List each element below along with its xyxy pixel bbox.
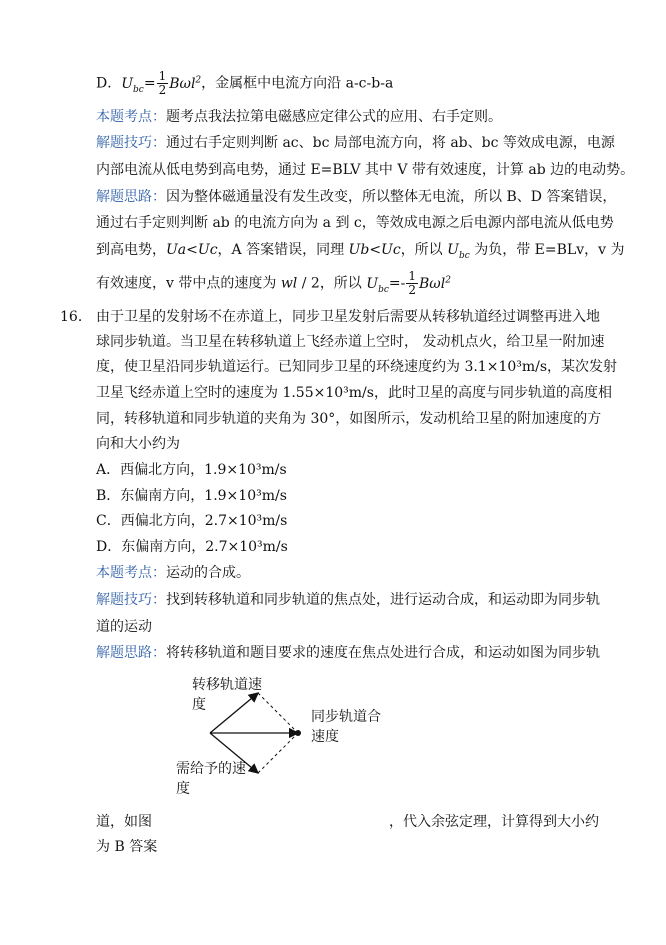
sl1-text-b: 通过右手定则判断 ab 的电流方向为 a 到 c，等效成电源之后电源内部电流从低电势 [96, 215, 614, 231]
sl2-label: 解题思路： [96, 645, 166, 661]
sl2-text-b1: 道，如图 [96, 814, 152, 830]
dashed-top [258, 693, 298, 733]
kd2-label: 本题考点： [96, 565, 166, 581]
label-need-1: 需给予的速 [176, 761, 246, 777]
option-c: C．西偏北方向，2.7×10³m/s [96, 513, 288, 529]
transfer-velocity-vector [210, 693, 258, 733]
formula-bwl2: Bωl$^2$ [169, 75, 202, 92]
sl1-line-b [96, 213, 614, 233]
sl1-line-d: 有效速度，v 带中点的速度为 wl / 2，所以 $U_{bc}=-$ $\frac{1}{2}$ Bωl$^2$ [96, 269, 451, 298]
kd2-line [96, 563, 250, 583]
sl1-text-d2: ，所以 [319, 275, 367, 292]
formula-ubc-3: $U_{bc}$ [366, 275, 389, 295]
sl2-line-a [96, 643, 600, 663]
label-transfer-2: 度 [192, 697, 206, 713]
jq2-text-a: 找到转移轨道和同步轨道的焦点处，进行运动合成，和运动即为同步轨 [166, 592, 600, 608]
kd1-label: 本题考点： [96, 109, 166, 125]
formula-wl-half: wl [280, 275, 298, 292]
jq1-label: 解题技巧： [96, 135, 166, 151]
jq2-line-b [96, 617, 152, 637]
sl2-line-b [96, 812, 599, 832]
question-stem-5: 向和大小约为 [96, 436, 180, 452]
option-d-suffix: ，金属框中电流方向沿 a-c-b-a [201, 75, 394, 92]
kd1-text: 题考点我法拉第电磁感应定律公式的应用、右手定则。 [166, 109, 502, 125]
sl2-text-a: 将转移轨道和题目要求的速度在焦点处进行合成，和运动如图为同步轨 [166, 645, 600, 661]
velocity-diagram [170, 670, 420, 810]
jq1-text-a: 通过右手定则判断 ac、bc 局部电流方向，将 ab、bc 等效成电源，电源 [166, 135, 615, 151]
sl1-label: 解题思路： [96, 189, 166, 205]
sl1-text-c3: ，所以 [400, 242, 448, 258]
formula-ubc: $U_{bc}$ [121, 75, 144, 95]
dashed-bottom [258, 733, 298, 773]
jq1-line-b [96, 160, 634, 180]
option-d-line: D．$U_{bc}=$ $\frac{1}{2}$ Bωl$^2$，金属框中电流方向沿 a-c-b-a [96, 69, 394, 98]
question-stem-1: 球同步轨道。当卫星在转移轨道上飞经赤道上空时， 发动机点火，给卫星一附加速 [96, 334, 605, 350]
label-transfer-1: 转移轨道速 [192, 677, 262, 693]
option-d-prefix: D． [96, 75, 122, 92]
sl1-text-c4: 为负，带 E=BLv，v 为 [469, 242, 625, 258]
question-number: 16． [60, 309, 92, 325]
option-a: A．西偏北方向，1.9×10³m/s [96, 462, 287, 478]
jq1-line-a [96, 133, 615, 153]
option-d: D．东偏南方向，2.7×10³m/s [96, 539, 288, 555]
formula-bwl2-2: Bωl$^2$ [419, 275, 451, 292]
jq2-text-b: 道的运动 [96, 619, 152, 635]
label-need-2: 度 [176, 781, 190, 797]
formula-ubc-2: $U_{bc}$ [447, 242, 470, 261]
jq1-text-b: 内部电流从低电势到高电势，通过 E=BLV 其中 V 带有效速度，计算 ab 边的电动势。 [96, 162, 635, 178]
jq2-line-a [96, 590, 600, 610]
sl2-text-c: 为 B 答案 [96, 839, 158, 855]
question-stem-2: 度，使卫星沿同步轨道运行。已知同步卫星的环绕速度约为 3.1×10³m/s，某次发射 [96, 359, 618, 375]
sl2-line-c [96, 837, 157, 857]
jq2-label: 解题技巧： [96, 592, 166, 608]
fraction-half-2: $\frac{1}{2}$ [408, 269, 416, 298]
sl1-line-c: 到高电势，Ua<Uc，A 答案错误，同理 Ub<Uc，所以 $U_{bc}$ 为负，带 E=BLv，v 为 [96, 242, 625, 261]
option-b: B．东偏南方向，1.9×10³m/s [96, 488, 287, 504]
formula-ua-lt-uc: Ua [166, 242, 187, 258]
question-stem-0: 由于卫星的发射场不在赤道上，同步卫星发射后需要从转移轨道经过调整再进入地 [96, 309, 600, 325]
sl1-text-c2: ，A 答案错误，同理 [217, 242, 349, 258]
sl1-text-d1: 有效速度，v 带中点的速度为 [96, 275, 281, 292]
sync-endpoint-dot [295, 730, 301, 736]
sl1-text-c1: 到高电势， [96, 242, 166, 258]
label-sync-2: 速度 [311, 729, 339, 745]
sl1-text-a: 因为整体磁通量没有发生改变，所以整体无电流，所以 B、D 答案错误， [166, 189, 617, 205]
fraction-half: $\frac{1}{2}$ [158, 69, 167, 98]
label-sync-1: 同步轨道合 [311, 709, 381, 725]
question-stem-3: 卫星飞经赤道上空时的速度为 1.55×10³m/s，此时卫星的高度与同步轨道的高度相 [96, 385, 612, 401]
kd2-text: 运动的合成。 [166, 565, 250, 581]
sl2-text-b2: ，代入余弦定理，计算得到大小约 [389, 814, 599, 830]
question-stem-4: 同，转移轨道和同步轨道的夹角为 30°，如图所示，发动机给卫星的附加速度的方 [96, 411, 602, 427]
sl1-line-a [96, 187, 616, 207]
formula-ub-lt-uc: Ub [348, 242, 370, 258]
kd1-line [96, 107, 502, 127]
